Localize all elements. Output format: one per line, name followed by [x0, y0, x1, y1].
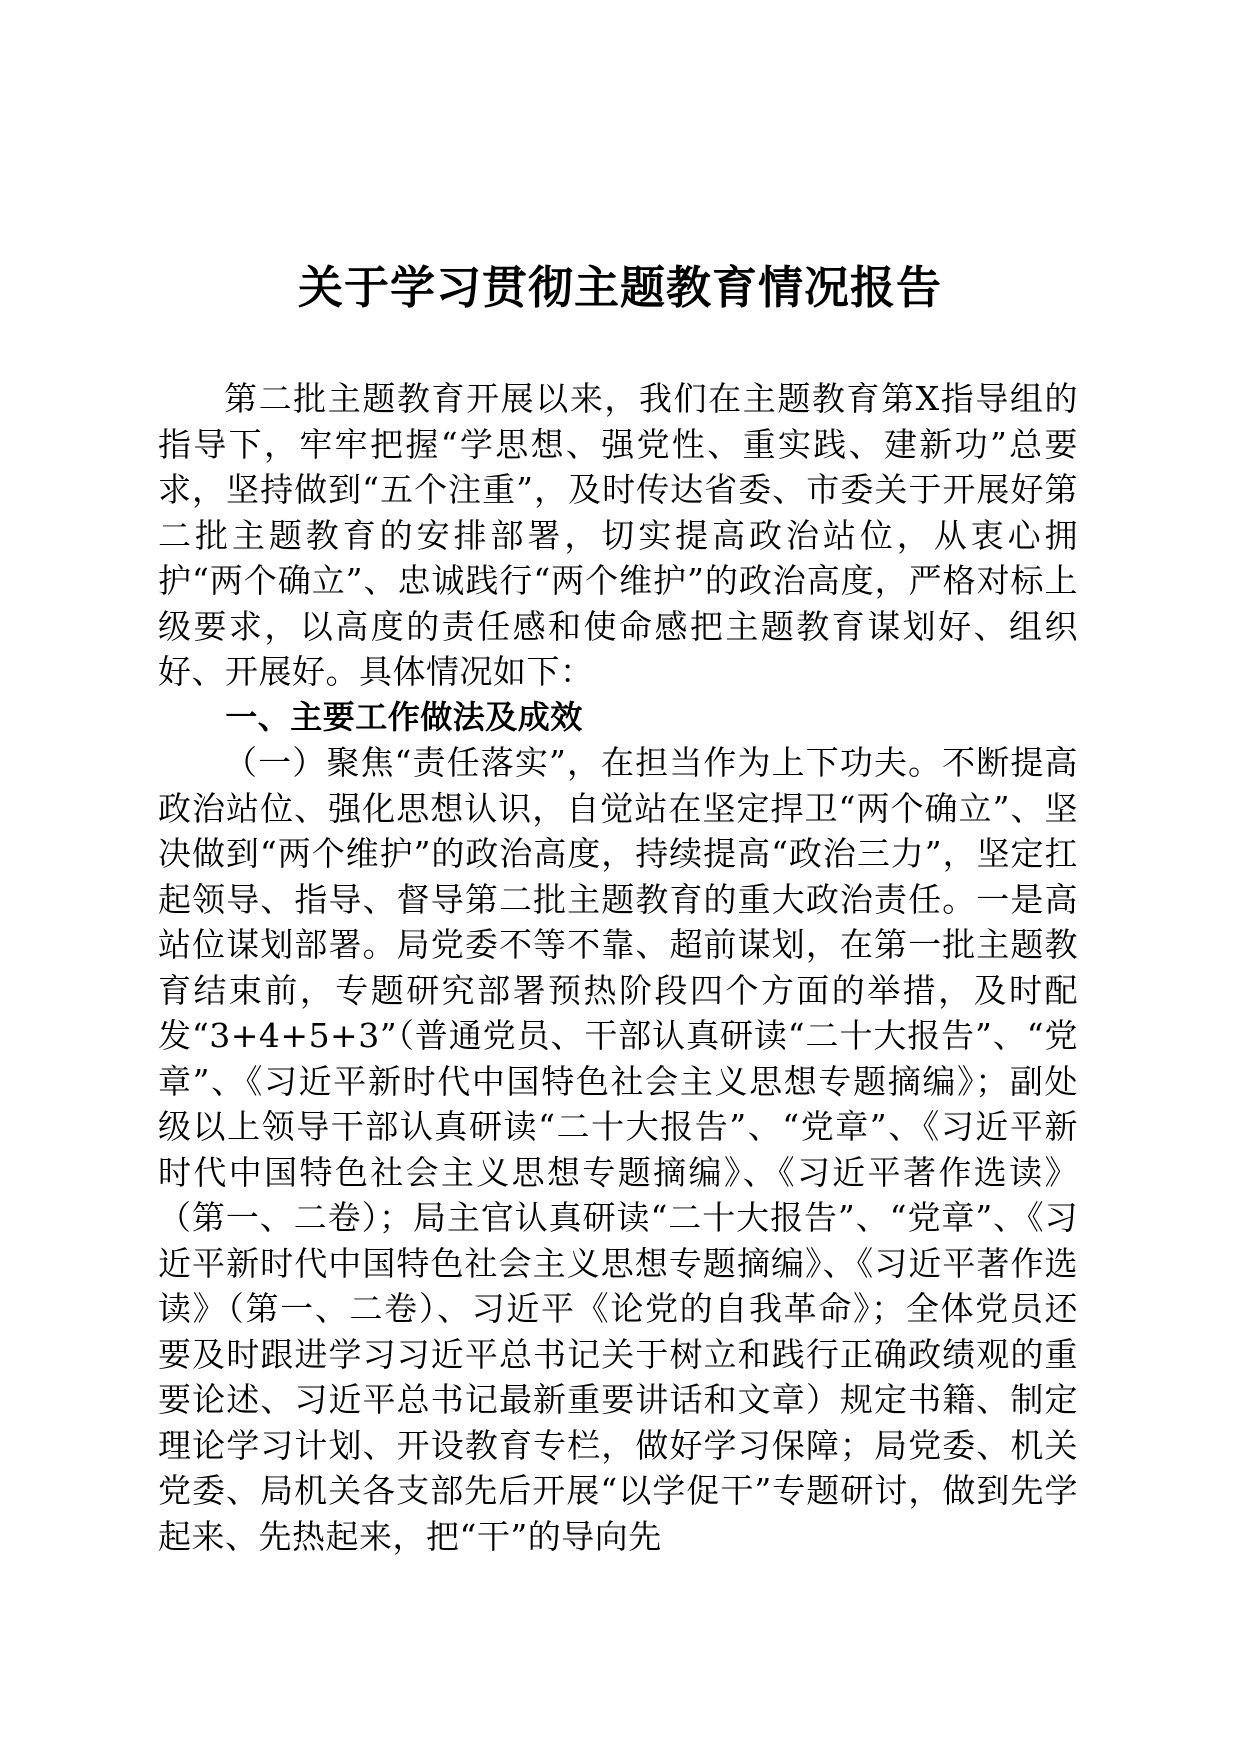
intro-paragraph: 第二批主题教育开展以来，我们在主题教育第X指导组的指导下，牢牢把握“学思想、强党性、重实践、建新功”总要求，坚持做到“五个注重”，及时传达省委、市委关于开展好第二批主题教育的安排部署，切实提高政治站位，从衷心拥护“两个确立”、忠诚践行“两个维护”的政治高度，严格对标上级要求，以高度的责任感和使命感把主题教育谋划好、组织好、开展好。具体情况如下： — [158, 379, 1078, 691]
document-title: 关于学习贯彻主题教育情况报告 — [297, 261, 942, 314]
section-heading: 一、主要工作做法及成效 — [225, 697, 583, 736]
section-paragraph: （一）聚焦“责任落实”，在担当作为上下功夫。不断提高政治站位、强化思想认识，自觉站在坚定捍卫“两个确立”、坚决做到“两个维护”的政治高度，持续提高“政治三力”，坚定扛起领导、指导、督导第二批主题教育的重大政治责任。一是高站位谋划部署。局党委不等不靠、超前谋划，在第一批主题教育结束前，专题研究部署预热阶段四个方面的举措，及时配发“3+4+5+3”（普通党员、干部认真研读“二十大报告”、“党章”、《习近平新时代中国特色社会主义思想专题摘编》；副处级以上领导干部认真研读“二十大报告”、“党章”、《习近平新时代中国特色社会主义思想专题摘编》、《习近平著作选读》（第一、二卷）；局主官认真研读“二十大报告”、“党章”、《习近平新时代中国特色社会主义思想专题摘编》、《习近平著作选读》（第一、二卷）、习近平《论党的自我革命》；全体党员还要及时跟进学习习近平总书记关于树立和践行正确政绩观的重要论述、习近平总书记最新重要讲话和文章）规定书籍、制定理论学习计划、开设教育专栏，做好学习保障；局党委、机关党委、局机关各支部先后开展“以学促干”专题研讨，做到先学起来、先热起来，把“干”的导向先 — [158, 743, 1078, 1556]
document-body — [158, 376, 1078, 1559]
